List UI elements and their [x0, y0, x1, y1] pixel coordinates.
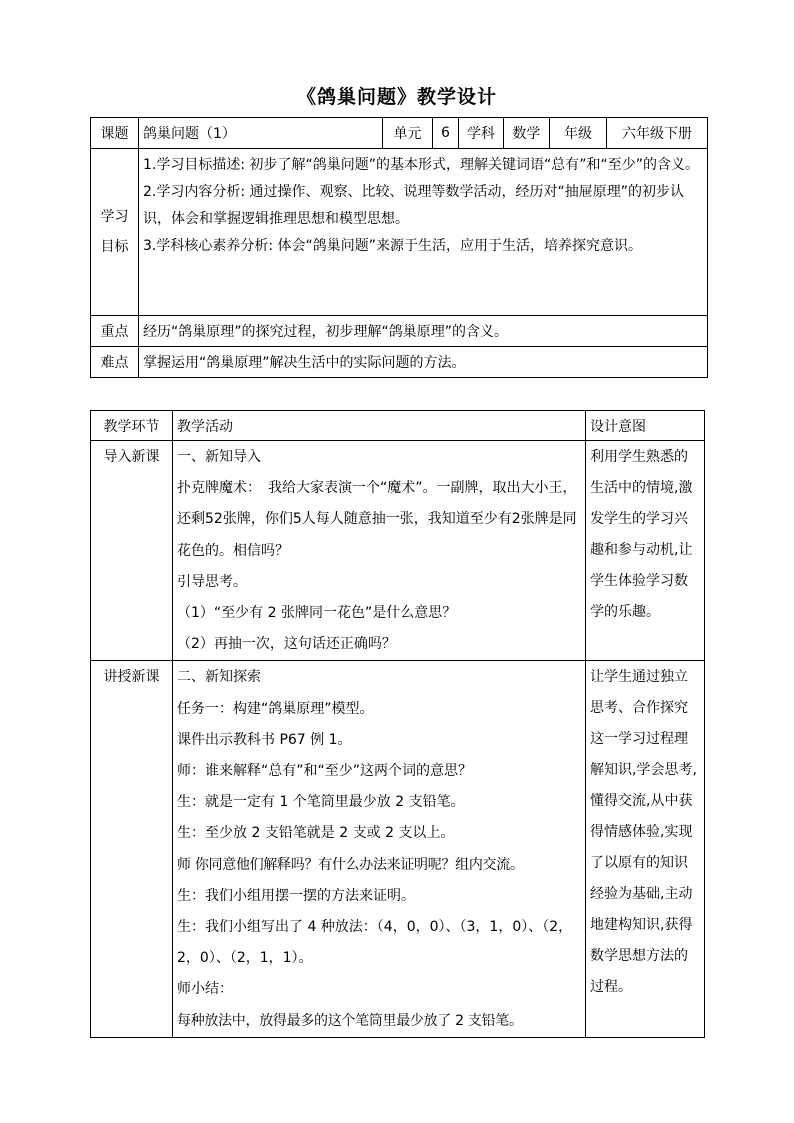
process-table [90, 410, 705, 1038]
goals-row [91, 149, 708, 316]
goal-item: 2.学习内容分析: 通过操作、观察、比较、说理等数学活动，经历对“抽屉原理”的初步认识，体会和掌握逻辑推理思想和模型思想。 [143, 184, 685, 227]
activity-line: 每种放法中，放得最多的这个笔筒里最少放了 2 支铅笔。 [177, 1012, 523, 1029]
activity-line: 师 你同意他们解释吗？有什么办法来证明呢？组内交流。 [177, 856, 524, 873]
grade-label: 年级 [550, 118, 607, 149]
key-value: 经历“鸽巢原理”的探究过程，初步理解“鸽巢原理”的含义。 [139, 316, 708, 347]
stage-label: 导入新课 [103, 449, 160, 465]
info-table [90, 117, 708, 378]
topic-row [91, 118, 708, 149]
difficulty-row [91, 347, 708, 378]
activity-line: 生：至少放 2 支铅笔就是 2 支或 2 支以上。 [177, 825, 455, 842]
goals-label [91, 149, 139, 316]
goals-content [139, 149, 708, 316]
activity-line: 一、新知导入 [177, 449, 261, 465]
activity-line: 生：我们小组用摆一摆的方法来证明。 [177, 887, 415, 904]
goal-item: 3.学科核心素养分析: 体会“鸽巢问题”来源于生活，应用于生活，培养探究意识。 [143, 238, 643, 254]
intent-cell [586, 441, 705, 661]
document-title: 《鸽巢问题》教学设计 [296, 86, 497, 108]
unit-label: 单元 [383, 118, 433, 149]
grade-value: 六年级下册 [607, 118, 708, 149]
difficulty-value: 掌握运用“鸽巢原理”解决生活中的实际问题的方法。 [139, 347, 708, 378]
intent-text: 让学生通过独立思考、合作探究这一学习过程理解知识,学会思考,懂得交流,从中获得情感体验,实现了以原有的知识经验为基础,主动地建构知识,获得数学思想方法的过程。 [590, 669, 697, 996]
unit-value: 6 [433, 118, 459, 149]
activity-line: 任务一：构建“鸽巢原理”模型。 [177, 700, 374, 717]
header-intent: 设计意图 [586, 411, 705, 441]
activity-line: 师小结： [177, 981, 233, 998]
table-row [91, 441, 705, 661]
activity-line: （1）“至少有 2 张牌同一花色”是什么意思？ [177, 605, 457, 622]
header-activity: 教学活动 [173, 411, 586, 441]
subject-value: 数学 [504, 118, 550, 149]
activity-cell [173, 441, 586, 661]
key-label: 重点 [91, 316, 139, 347]
topic-label: 课题 [91, 118, 139, 149]
intent-text: 利用学生熟悉的生活中的情境,激发学生的学习兴趣和参与动机,让学生体验学习数学的乐趣。 [590, 449, 693, 620]
stage-cell [91, 661, 173, 1037]
activity-line: 课件出示教科书 P67 例 1。 [177, 731, 352, 748]
activity-line: 扑克牌魔术： 我给大家表演一个“魔术”。一副牌，取出大小王，还剩52张牌，你们5人每人随意抽一张，我知道至少有2张牌是同花色的。相信吗？ [177, 480, 577, 559]
topic-value: 鸽巢问题（1） [139, 118, 383, 149]
activity-line: 生：我们小组写出了 4 种放法：（4，0，0）、（3，1，0）、（2，2，0）、（2，1，1）。 [177, 919, 573, 967]
goals-label-line: 学习 [100, 209, 129, 225]
key-point-row [91, 316, 708, 347]
activity-line: 生：就是一定有 1 个笔筒里最少放 2 支铅笔。 [177, 794, 465, 811]
activity-line: 引导思考。 [177, 573, 247, 590]
activity-line: 二、新知探索 [177, 669, 261, 686]
intent-cell [586, 661, 705, 1037]
goals-label-line: 目标 [100, 239, 129, 255]
process-header-row [91, 411, 705, 441]
table-row [91, 661, 705, 1037]
difficulty-label: 难点 [91, 347, 139, 378]
activity-cell [173, 661, 586, 1037]
header-stage: 教学环节 [91, 411, 173, 441]
goal-item: 1.学习目标描述: 初步了解“鸽巢问题”的基本形式，理解关键词语“总有”和“至少”的含义。 [143, 157, 700, 173]
stage-cell [91, 441, 173, 661]
stage-label: 讲授新课 [103, 669, 160, 686]
activity-line: 师：谁来解释“总有”和“至少”这两个词的意思？ [177, 763, 473, 780]
subject-label: 学科 [459, 118, 504, 149]
activity-line: （2）再抽一次，这句话还正确吗？ [177, 636, 396, 653]
